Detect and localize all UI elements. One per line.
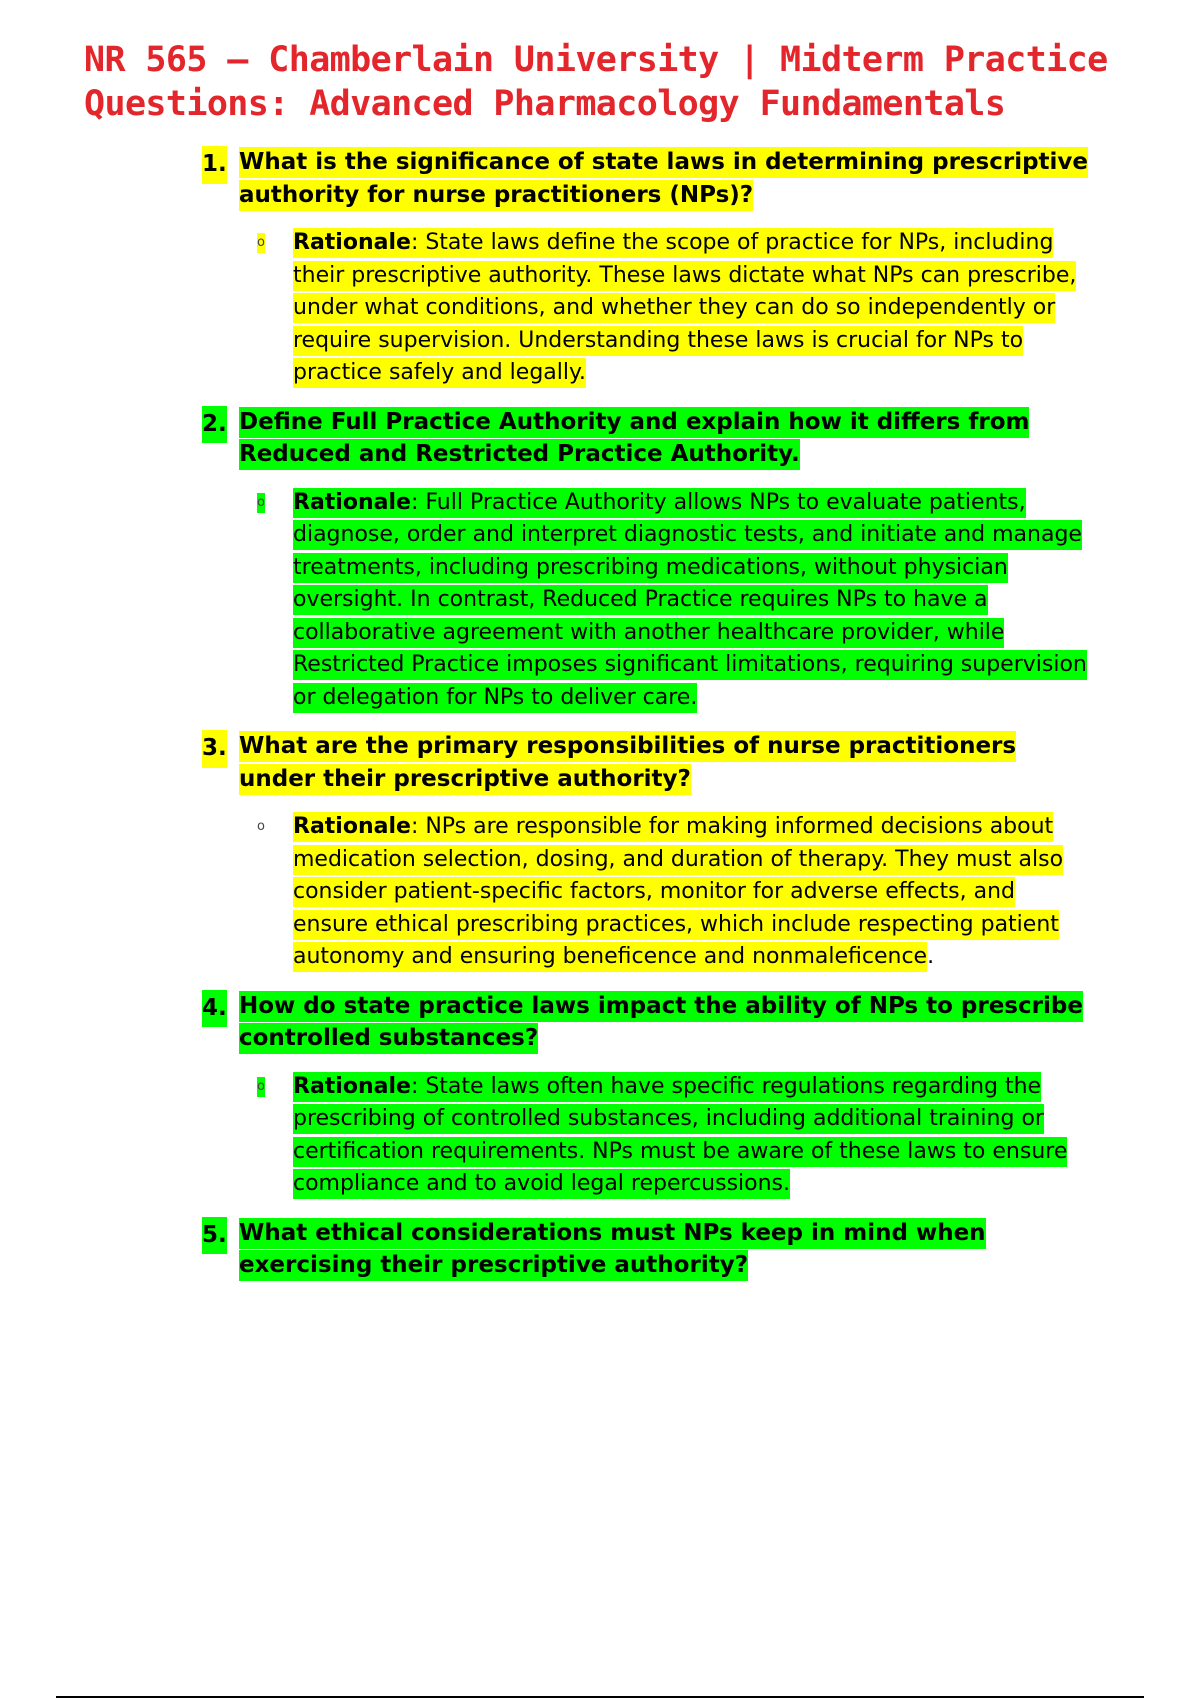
- rationale-text: : State laws often have specific regulations regarding the prescribing of controlled substances, including additional training or certification requirements. NPs must be aware of these laws to ensure compliance and to avoid legal repercussions.: [293, 1073, 1068, 1196]
- question-item: [202, 1217, 1099, 1282]
- rationale-label: Rationale: [293, 1073, 411, 1099]
- rationale-label: Rationale: [293, 489, 411, 515]
- footer-divider: [56, 1696, 1144, 1698]
- page-title: NR 565 – Chamberlain University | Midterm Practice Questions: Advanced Pharmacology Fundamentals: [84, 40, 1108, 124]
- circle-bullet-icon: o: [257, 819, 265, 834]
- rationale-text: : NPs are responsible for making informed decisions about medication selection, dosing, and duration of therapy. They must also consider patient-specific factors, monitor for adverse effects, and ensure ethical prescribing practices, which include respecting patient autonomy and ensuring beneficence and nonmaleficence: [293, 814, 1064, 969]
- question-item: [202, 730, 1099, 795]
- rationale-item: [257, 1071, 1093, 1201]
- question-list: [0, 146, 1200, 1282]
- question-item: [202, 990, 1099, 1055]
- rationale-item: [257, 811, 1093, 974]
- question-text: Define Full Practice Authority and explain how it differs from Reduced and Restricted Practice Authority.: [239, 407, 1029, 471]
- rationale-tail: .: [927, 944, 935, 969]
- question-item: [202, 146, 1099, 211]
- rationale-text: : Full Practice Authority allows NPs to evaluate patients, diagnose, order and interpret diagnostic tests, and initiate and manage treatments, including prescribing medications, without physician oversight. In contrast, Reduced Practice requires NPs to have a collaborative agreement with another healthcare provider, while Restricted Practice imposes significant limitations, requiring supervision or delegation for NPs to deliver care.: [293, 489, 1087, 710]
- circle-bullet-icon: o: [257, 1071, 293, 1104]
- question-number: 2.: [202, 406, 227, 444]
- question-text: What is the significance of state laws in determining prescriptive authority for nurse practitioners (NPs)?: [239, 147, 1088, 211]
- question-number: 1.: [202, 146, 227, 184]
- question-item: [202, 406, 1099, 471]
- circle-bullet-icon: o: [257, 227, 293, 260]
- rationale-label: Rationale: [293, 814, 411, 839]
- circle-bullet-icon: o: [257, 487, 293, 520]
- rationale-item: [257, 487, 1093, 715]
- question-text: What are the primary responsibilities of nurse practitioners under their prescriptive authority?: [239, 731, 1016, 795]
- question-text: How do state practice laws impact the ability of NPs to prescribe controlled substances?: [239, 991, 1083, 1055]
- question-number: 5.: [202, 1217, 227, 1255]
- question-number: 3.: [202, 730, 227, 768]
- question-text: What ethical considerations must NPs keep in mind when exercising their prescriptive authority?: [239, 1218, 986, 1282]
- rationale-text: : State laws define the scope of practice for NPs, including their prescriptive authority. These laws dictate what NPs can prescribe, under what conditions, and whether they can do so independently or require supervision. Understanding these laws is crucial for NPs to practice safely and legally.: [293, 230, 1077, 385]
- rationale-item: [257, 227, 1093, 390]
- rationale-label: Rationale: [293, 230, 411, 255]
- question-number: 4.: [202, 990, 227, 1028]
